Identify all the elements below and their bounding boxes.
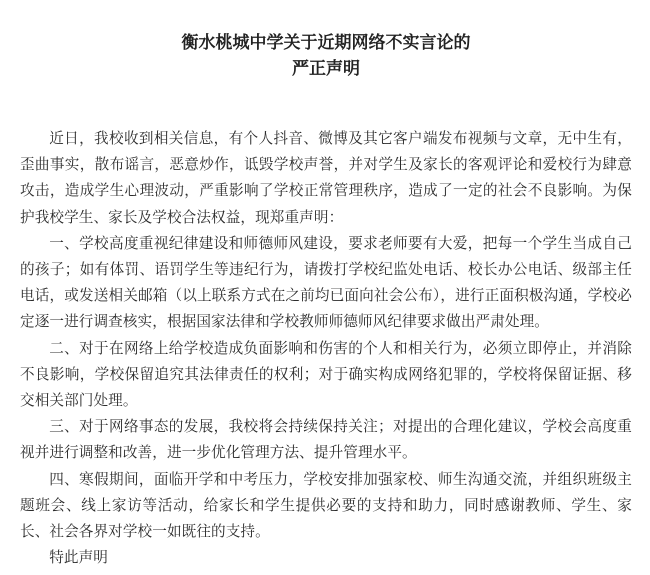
document-title-line-1: 衡水桃城中学关于近期网络不实言论的 — [181, 33, 471, 53]
document-body — [20, 126, 632, 571]
paragraph-intro: 近日，我校收到相关信息，有个人抖音、微博及其它客户端发布视频与文章，无中生有，歪曲事实，散布谣言，恶意炒作，诋毁学校声誉，并对学生及家长的客观评论和爱校行为肆意攻击，造成学生心理波动，严重影响了学校正常管理秩序，造成了一定的社会不良影响。为保护我校学生、家长及学校合法权益，现郑重声明： — [20, 130, 632, 226]
paragraph-item-2: 二、对于在网络上给学校造成负面影响和伤害的个人和相关行为，必须立即停止，并消除不良影响，学校保留追究其法律责任的权利；对于确实构成网络犯罪的，学校将保留证据、移交相关部门处理。 — [20, 339, 632, 410]
paragraph-item-4: 四、寒假期间，面临开学和中考压力，学校安排加强家校、师生沟通交流，并组织班级主题班会、线上家访等活动，给家长和学生提供必要的支持和助力，同时感谢教师、学生、家长、社会各界对学校一如既往的支持。 — [20, 470, 632, 541]
title-spacer — [20, 82, 632, 126]
paragraph-item-1: 一、学校高度重视纪律建设和师德师风建设，要求老师要有大爱，把每一个学生当成自己的孩子；如有体罚、语罚学生等违纪行为，请拨打学校纪监处电话、校长办公电话、级部主任电话，或发送相关邮箱（以上联系方式在之前均已面向社会公布），进行正面积极沟通，学校必定逐一进行调查核实，根据国家法律和学校教师师德师风纪律要求做出严肃处理。 — [20, 234, 632, 331]
paragraph-closing: 特此声明 — [49, 549, 108, 567]
document-title-line-2: 严正声明 — [292, 59, 360, 79]
paragraph-item-3: 三、对于网络事态的发展，我校将会持续保持关注；对提出的合理化建议，学校会高度重视并进行调整和改善，进一步优化管理方法、提升管理水平。 — [20, 418, 632, 462]
